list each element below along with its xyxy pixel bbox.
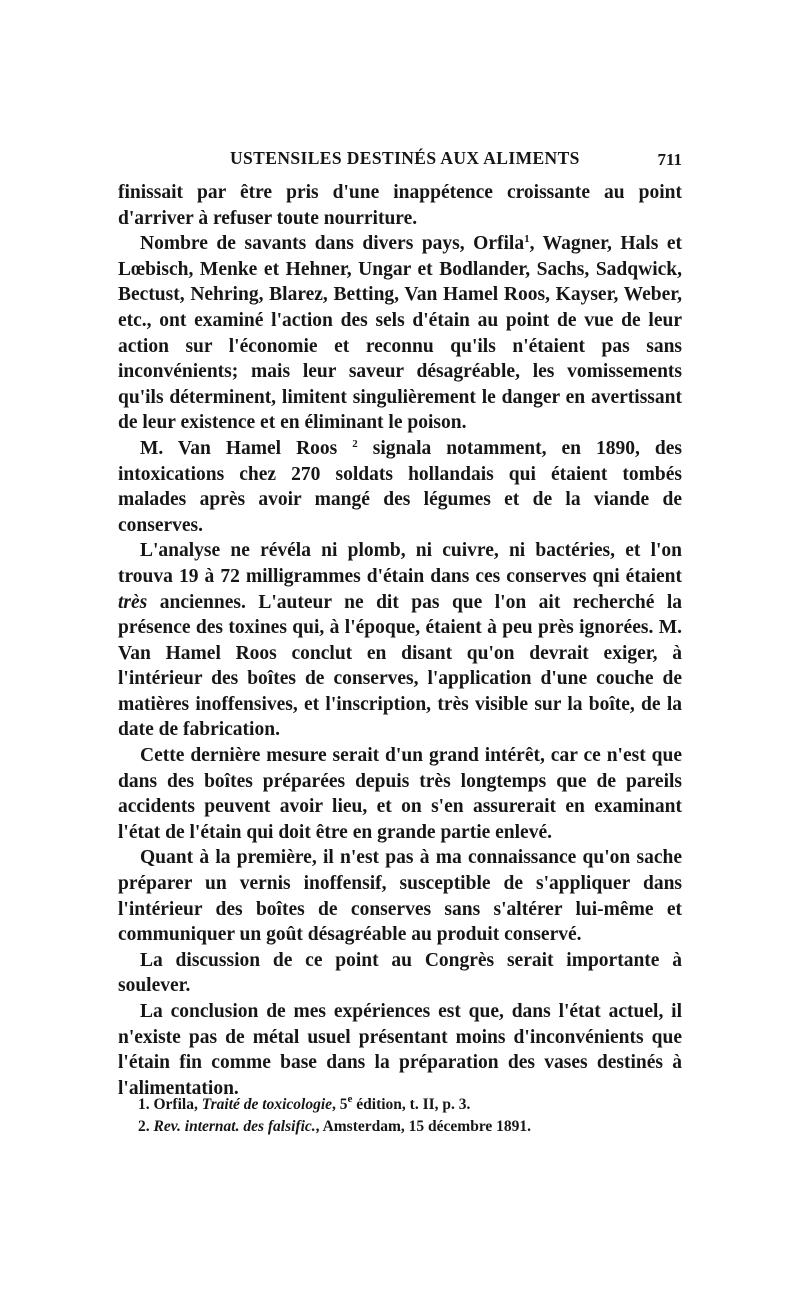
footnote-ref-2[interactable]: 2	[352, 437, 358, 450]
footnote-1-superscript: e	[347, 1093, 353, 1105]
footnote-2-rest: , Amsterdam, 15 décembre 1891.	[315, 1118, 532, 1135]
paragraph-7-text: La discussion de ce point au Congrès serait importante à soulever.	[118, 949, 682, 997]
footnotes	[138, 1094, 682, 1138]
page-number: 711	[657, 150, 682, 169]
footnote-1-rest: édition, t. II, p. 3.	[352, 1096, 471, 1113]
footnote-1	[138, 1094, 682, 1116]
footnote-1-edition: , 5	[332, 1096, 348, 1113]
paragraph-1	[118, 180, 682, 231]
paragraph-1-text: finissait par être pris d'une inappétence croissante au point d'arriver à refuser toute nourriture.	[118, 182, 682, 229]
footnote-1-title: Traité de toxicologie	[201, 1096, 333, 1113]
footnote-2-title: Rev. internat. des falsific.	[153, 1118, 316, 1135]
paragraph-6	[118, 845, 682, 947]
paragraph-7	[118, 948, 682, 999]
page-header	[118, 148, 682, 178]
running-title: USTENSILES DESTINÉS AUX ALIMENTS	[230, 148, 580, 168]
paragraph-4-italic: très	[118, 591, 148, 613]
footnote-1-number: 1.	[138, 1096, 150, 1113]
paragraph-4	[118, 538, 682, 743]
footnote-2	[138, 1116, 682, 1138]
footnote-ref-1[interactable]: 1	[524, 233, 530, 246]
paragraph-8	[118, 999, 682, 1101]
paragraph-2-text-start: Nombre de savants dans divers pays, Orfila	[140, 233, 525, 255]
paragraph-6-text: Quant à la première, il n'est pas à ma connaissance qu'on sache préparer un vernis inoffensif, susceptible de s'appliquer dans l'intérieur des boîtes de conserves sans s'altérer lui-même et communiquer un goût désagréable au produit conservé.	[118, 847, 682, 946]
footnote-2-number: 2.	[138, 1118, 150, 1135]
paragraph-3	[118, 436, 682, 538]
paragraph-3-text-end: signala notamment, en 1890, des intoxications chez 270 soldats hollandais qui étaient tombés malades après avoir mangé des légumes et de la viande de conserves.	[118, 437, 682, 536]
paragraph-2	[118, 231, 682, 436]
paragraph-4-text-end: anciennes. L'auteur ne dit pas que l'on ait recherché la présence des toxines qui, à l'époque, étaient à peu près ignorées. M. Van Hamel Roos conclut en disant qu'on devrait exiger, à l'intérieur des boîtes de conserves, l'application d'une couche de matières inoffensives, et l'inscription, très visible sur la boîte, de la date de fabrication.	[118, 591, 682, 741]
paragraph-3-text-start: M. Van Hamel Roos	[140, 437, 338, 459]
paragraph-2-text-end: , Wagner, Hals et Lœbisch, Menke et Hehner, Ungar et Bodlander, Sachs, Sadqwick, Bectust, Nehring, Blarez, Betting, Van Hamel Roos, Kayser, Weber, etc., ont examiné l'action des sels d'étain au point de vue de leur action sur l'économie et reconnu qu'ils n'étaient pas sans inconvénients; mais leur saveur désagréable, les vomissements qu'ils déterminent, limitent singulièrement le danger en avertissant de leur existence et en éliminant le poison.	[118, 233, 682, 434]
paragraph-8-text: La conclusion de mes expériences est que, dans l'état actuel, il n'existe pas de métal usuel présentant moins d'inconvénients que l'étain fin comme base dans la préparation des vases destinés à l'alimentation.	[118, 1001, 682, 1099]
paragraph-4-text-start: L'analyse ne révéla ni plomb, ni cuivre, ni bactéries, et l'on trouva 19 à 72 milligrammes d'étain dans ces conserves qni étaient	[118, 540, 682, 587]
body-text	[118, 180, 682, 1101]
paragraph-5	[118, 743, 682, 845]
footnote-1-author: Orfila,	[153, 1096, 202, 1113]
paragraph-5-text: Cette dernière mesure serait d'un grand intérêt, car ce n'est que dans des boîtes préparées depuis très longtemps que de pareils accidents peuvent avoir lieu, et on s'en assurerait en examinant l'état de l'étain qui doit être en grande partie enlevé.	[118, 745, 682, 843]
